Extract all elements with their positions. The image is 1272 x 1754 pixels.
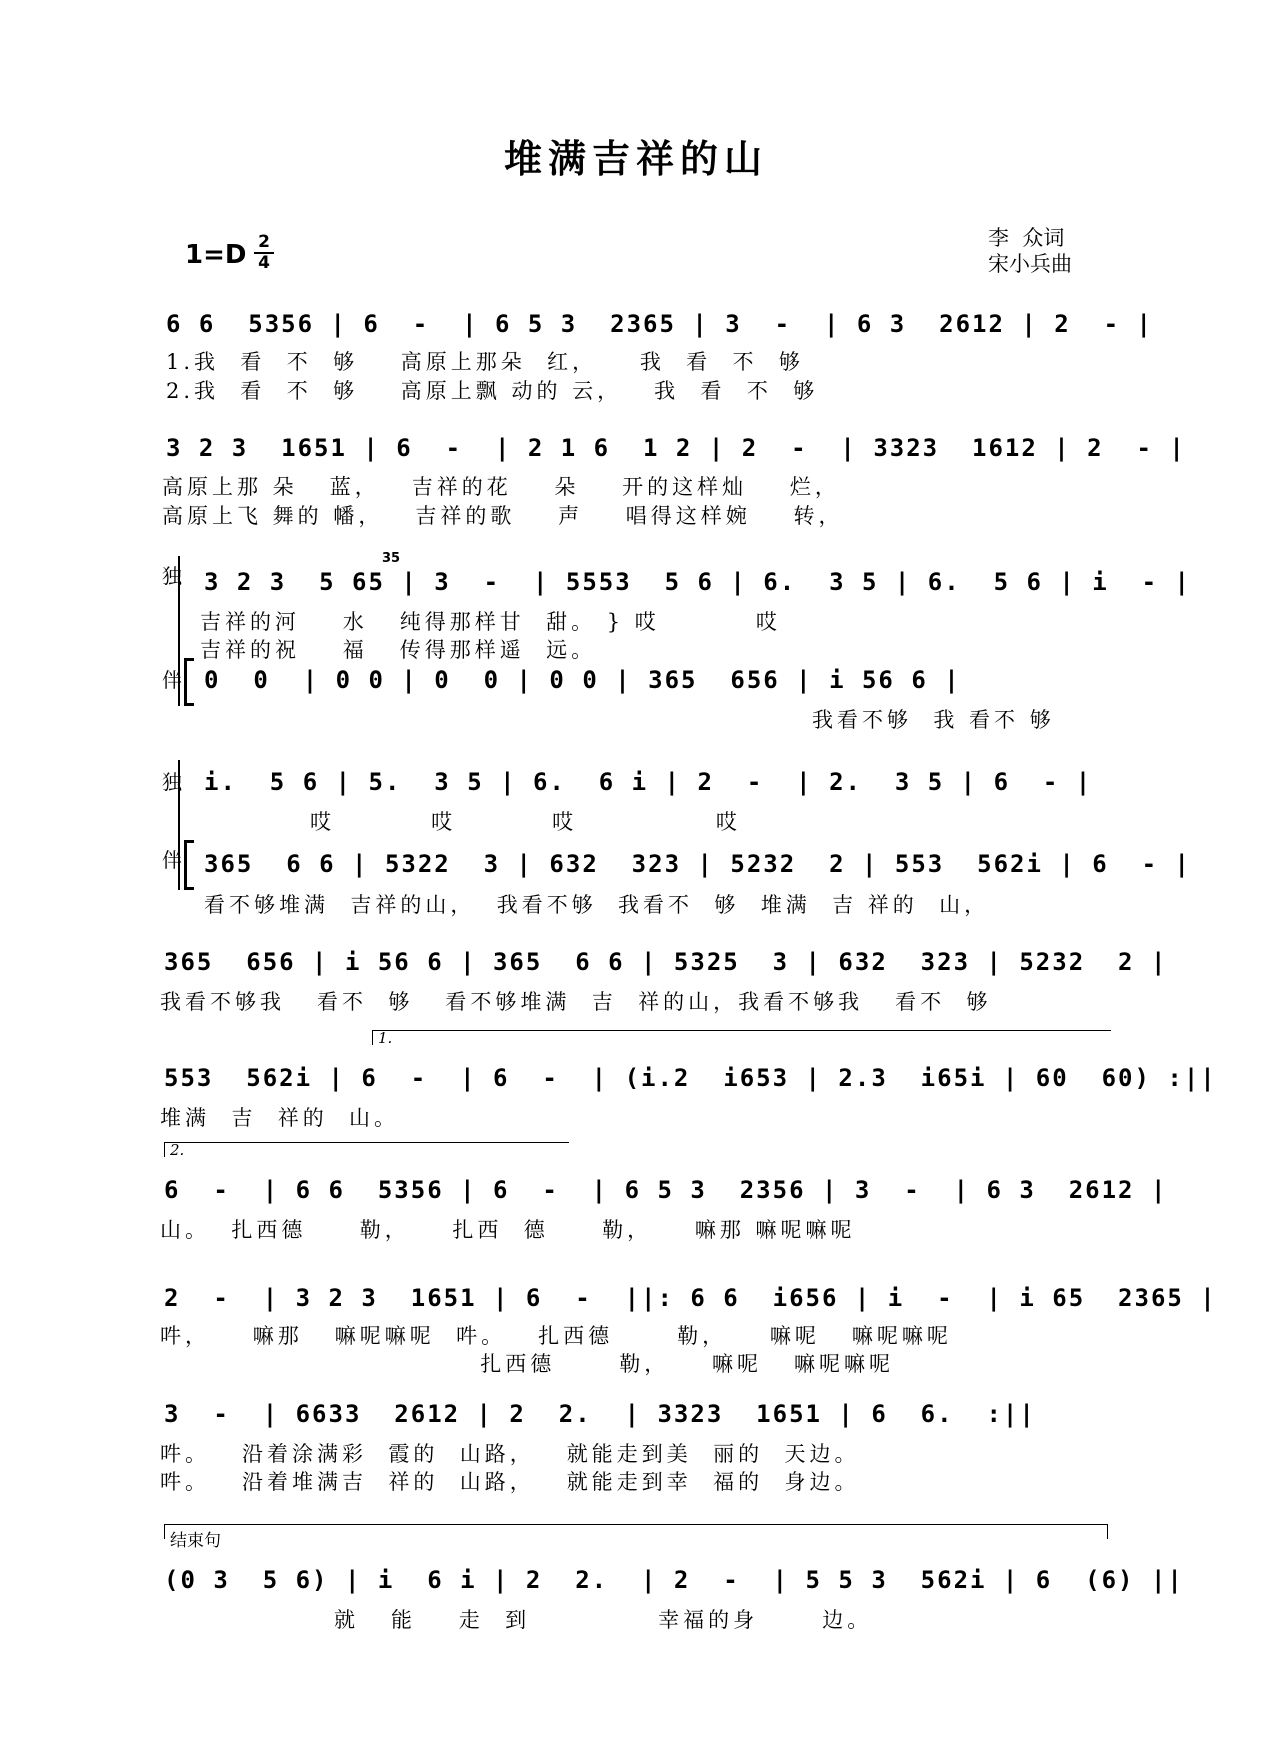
staff-line-1-notes: 6 6 5356 | 6 - | 6 5 3 2365 | 3 - | 6 3 2612 | 2 - |	[166, 310, 1153, 338]
solo-label-2: 独	[162, 770, 182, 794]
staff-line-11-lyrics-verse-1: 吽。 沿着涂满彩 霞的 山路， 就能走到美 丽的 天边。	[160, 1442, 860, 1466]
first-ending-label: 1.	[378, 1029, 393, 1047]
staff-line-7-lyrics: 我看不够我 看不 够 看不够堆满 吉 祥的山，我看不够我 看不 够	[160, 990, 992, 1014]
staff-line-2-lyrics-verse-2: 高原上飞 舞的 幡， 吉祥的歌 声 唱得这样婉 转，	[162, 504, 844, 528]
coda-label: 结束句	[170, 1531, 221, 1551]
staff-line-5-lyrics: 哎 哎 哎 哎	[310, 810, 741, 834]
staff-line-3-notes: 3 2 3 5 65 | 3 - | 5553 5 6 | 6. 3 5 | 6. 5 6 | i - |	[204, 568, 1191, 596]
staff-line-9-notes: 6 - | 6 6 5356 | 6 - | 6 5 3 2356 | 3 - | 6 3 2612 |	[164, 1176, 1168, 1204]
composer-credit: 宋小兵曲	[988, 252, 1072, 276]
accompaniment-label: 伴	[162, 668, 182, 692]
staff-line-11-notes: 3 - | 6633 2612 | 2 2. | 3323 1651 | 6 6. :||	[164, 1400, 1036, 1428]
staff-line-12-notes: (0 3 5 6) | i 6 i | 2 2. | 2 - | 5 5 3 562i | 6 (6) ||	[164, 1566, 1184, 1594]
system-1-barline	[178, 556, 180, 706]
second-ending-bracket	[164, 1142, 569, 1157]
staff-line-7-notes: 365 656 | i 56 6 | 365 6 6 | 5325 3 | 632 323 | 5232 2 |	[164, 948, 1168, 976]
second-ending-label: 2.	[170, 1141, 185, 1159]
staff-line-6-lyrics: 看不够堆满 吉祥的山， 我看不够 我看不 够 堆满 吉 祥的 山，	[204, 893, 990, 917]
accompaniment-label-2: 伴	[162, 848, 182, 872]
staff-line-9-lyrics: 山。 扎西德 勒， 扎西 德 勒， 嘛那 嘛呢嘛呢	[160, 1218, 856, 1242]
lyricist-credit: 李 众词	[988, 226, 1065, 250]
staff-line-12-lyrics: 就 能 走 到 幸福的身 边。	[334, 1608, 873, 1632]
time-signature	[254, 234, 274, 272]
staff-line-2-notes: 3 2 3 1651 | 6 - | 2 1 6 1 2 | 2 - | 3323 1612 | 2 - |	[166, 434, 1186, 462]
system-2-bracket	[184, 840, 194, 890]
coda-bracket	[164, 1524, 1108, 1551]
system-2-barline	[178, 760, 180, 890]
staff-line-4-lyrics: 我看不够 我 看不 够	[812, 708, 1055, 732]
system-1-bracket	[184, 658, 194, 706]
time-signature-bottom: 4	[258, 253, 270, 273]
staff-line-10-lyrics-verse-2: 扎西德 勒， 嘛呢 嘛呢嘛呢	[160, 1352, 895, 1376]
staff-line-10-notes: 2 - | 3 2 3 1651 | 6 - ||: 6 6 i656 | i - | i 65 2365 |	[164, 1284, 1217, 1312]
staff-line-6-notes: 365 6 6 | 5322 3 | 632 323 | 5232 2 | 553 562i | 6 - |	[204, 850, 1191, 878]
key-signature: 1=D	[185, 240, 247, 270]
grace-note: 35	[382, 551, 401, 566]
song-title: 堆满吉祥的山	[503, 136, 768, 181]
staff-line-10-lyrics-verse-1: 吽， 嘛那 嘛呢嘛呢 吽。 扎西德 勒， 嘛呢 嘛呢嘛呢	[160, 1324, 952, 1348]
solo-label: 独	[162, 564, 182, 588]
staff-line-1-lyrics-verse-2: 2.我 看 不 够 高原上飘 动的 云， 我 看 不 够	[166, 379, 819, 403]
time-signature-top: 2	[258, 232, 270, 252]
staff-line-3-lyrics-verse-2: 吉祥的祝 福 传得那样遥 远。	[200, 638, 597, 662]
staff-line-4-notes: 0 0 | 0 0 | 0 0 | 0 0 | 365 656 | i 56 6 |	[204, 666, 961, 694]
staff-line-11-lyrics-verse-2: 吽。 沿着堆满吉 祥的 山路， 就能走到幸 福的 身边。	[160, 1470, 860, 1494]
staff-line-1-lyrics-verse-1: 1.我 看 不 够 高原上那朵 红， 我 看 不 够	[166, 350, 804, 374]
staff-line-2-lyrics-verse-1: 高原上那 朵 蓝， 吉祥的花 朵 开的这样灿 烂，	[162, 475, 840, 499]
first-ending-bracket	[372, 1030, 1111, 1045]
staff-line-5-notes: i. 5 6 | 5. 3 5 | 6. 6 i | 2 - | 2. 3 5 | 6 - |	[204, 768, 1093, 796]
staff-line-8-notes: 553 562i | 6 - | 6 - | (i.2 i653 | 2.3 i65i | 60 60) :||	[164, 1064, 1217, 1092]
staff-line-3-lyrics-verse-1: 吉祥的河 水 纯得那样甘 甜。 } 哎 哎	[200, 610, 781, 634]
staff-line-8-lyrics: 堆满 吉 祥的 山。	[160, 1106, 400, 1130]
